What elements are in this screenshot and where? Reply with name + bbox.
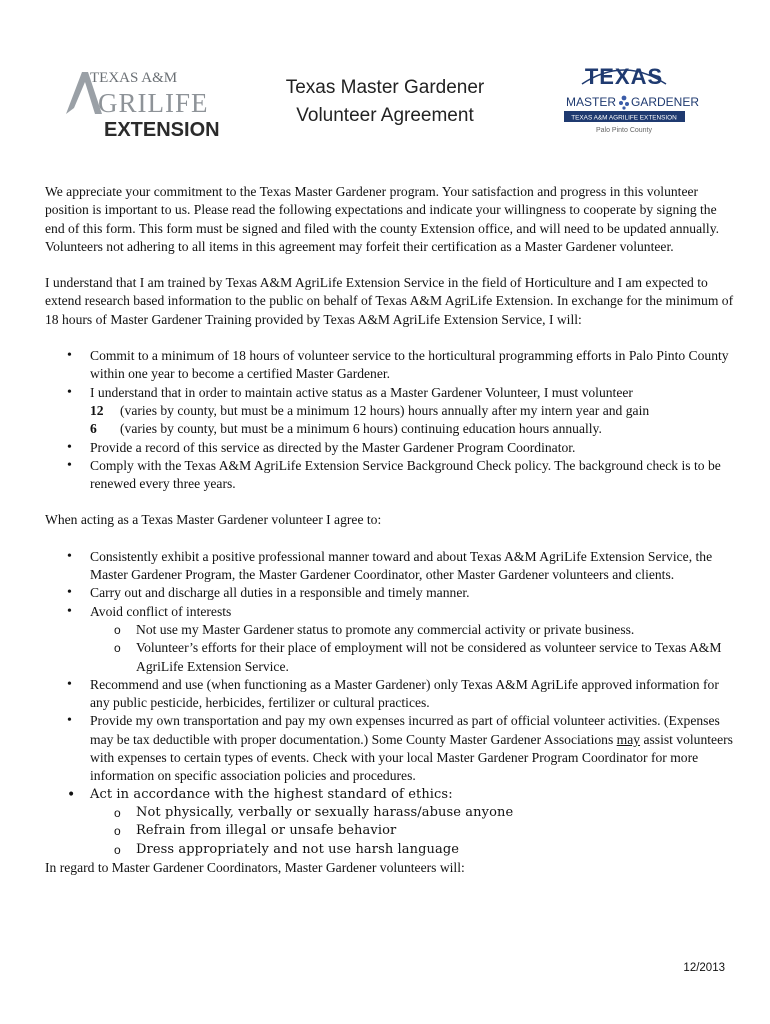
list-item: • Recommend and use (when functioning as a Master Gardener) only Texas A&M AgriLife approved information for any public pesticide, herbicides, fertilizer or cultural practices. bbox=[45, 676, 735, 713]
title-line-2: Volunteer Agreement bbox=[296, 105, 474, 126]
list-item: • Consistently exhibit a positive professional manner toward and about Texas A&M AgriLife Extension Service, the Master Gardener Program, the Master Gardener Coordinator, other Master Gardener volunteers and clients. bbox=[45, 548, 735, 585]
agreement-body bbox=[45, 183, 735, 895]
agreements-list bbox=[45, 548, 735, 859]
sub-list-item: o Refrain from illegal or unsafe behavior bbox=[90, 822, 735, 840]
sub-list-item: o Not physically, verbally or sexually harass/abuse anyone bbox=[90, 804, 735, 822]
logo-extension-text: EXTENSION bbox=[104, 119, 220, 141]
list-item-text: Avoid conflict of interests bbox=[90, 603, 232, 619]
list-item bbox=[45, 603, 735, 676]
page-title bbox=[250, 74, 520, 130]
logo-gardener-text: GARDENER bbox=[631, 95, 700, 109]
logo-grilife-text: GRILIFE bbox=[98, 88, 209, 118]
sub-list-item: o Dress appropriately and not use harsh language bbox=[90, 841, 735, 859]
logo-master-text: MASTER bbox=[566, 95, 617, 109]
list-item bbox=[45, 384, 735, 439]
list-item-text: assist volunteers with expenses to certain types of events. Check with your local Master Gardener Program Coordinator for more information on specific association policies and procedures. bbox=[90, 731, 733, 784]
education-hours: 6 bbox=[90, 421, 97, 437]
required-hours: 12 bbox=[90, 402, 104, 418]
logo-band-text: TEXAS A&M AGRILIFE EXTENSION bbox=[571, 114, 677, 122]
list-item-text: (varies by county, but must be a minimum 6 hours) continuing education hours annually. bbox=[120, 421, 602, 437]
list-item-text: I understand that in order to maintain active status as a Master Gardener Volunteer, I must volunteer bbox=[90, 384, 633, 400]
sub-list-item: o Volunteer’s efforts for their place of employment will not be considered as volunteer service to Texas A&M AgriLife Extension Service. bbox=[90, 639, 735, 676]
bluebonnet-icon bbox=[622, 96, 627, 101]
intro-paragraph: We appreciate your commitment to the Texas Master Gardener program. Your satisfaction and progress in this volunteer position is important to us. Please read the following expectations and indicate your willingness to cooperate by signing the end of this form. This form must be signed and filed with the county Extension office, and will need to be updated annually. Volunteers not adhering to all items in this agreement may forfeit their certification as a Master Gardener volunteer. bbox=[45, 184, 720, 254]
list-item: • Comply with the Texas A&M AgriLife Extension Service Background Check policy. The background check is to be renewed every three years. bbox=[45, 457, 735, 494]
logo-texas-text: TEXAS bbox=[584, 64, 664, 89]
list-item: • Carry out and discharge all duties in a responsible and timely manner. bbox=[45, 584, 735, 602]
logo-texas-am-text: TEXAS A&M bbox=[90, 70, 178, 86]
underlined-word: may bbox=[616, 731, 641, 747]
list-item-text: Provide my own transportation and pay my own expenses incurred as part of official volunteer activities. (Expenses may be tax deductible with proper documentation.) Some County Master Gardener Associations bbox=[90, 713, 720, 747]
list-item: • Provide a record of this service as directed by the Master Gardener Program Coordinator. bbox=[45, 439, 735, 457]
sub-list bbox=[90, 621, 735, 676]
agrilife-logo bbox=[64, 66, 229, 141]
list-item: • Commit to a minimum of 18 hours of volunteer service to the horticultural programming efforts in Palo Pinto County within one year to become a certified Master Gardener. bbox=[45, 347, 735, 384]
ethics-sub-list bbox=[90, 804, 735, 859]
coordinators-paragraph: In regard to Master Gardener Coordinators, Master Gardener volunteers will: bbox=[45, 859, 465, 875]
acting-paragraph: When acting as a Texas Master Gardener volunteer I agree to: bbox=[45, 512, 382, 528]
list-item bbox=[45, 786, 735, 859]
logo-county-text: Palo Pinto County bbox=[595, 127, 653, 134]
footer-date: 12/2013 bbox=[683, 962, 725, 974]
list-item-text: Act in accordance with the highest standard of ethics: bbox=[90, 786, 453, 802]
commitments-list bbox=[45, 347, 735, 493]
list-item-text: (varies by county, but must be a minimum 12 hours) hours annually after my intern year and gain bbox=[120, 402, 650, 418]
list-item bbox=[45, 712, 735, 785]
master-gardener-logo bbox=[562, 58, 700, 136]
sub-list-item: o Not use my Master Gardener status to promote any commercial activity or private business. bbox=[90, 621, 735, 639]
title-line-1: Texas Master Gardener bbox=[285, 77, 485, 98]
understand-paragraph: I understand that I am trained by Texas A&M AgriLife Extension Service in the field of Horticulture and I am expected to extend research based information to the public on behalf of Texas A&M AgriLife Extension. In exchange for the minimum of 18 hours of Master Gardener Training provided by Texas A&M AgriLife Extension Service, I will: bbox=[45, 275, 734, 327]
